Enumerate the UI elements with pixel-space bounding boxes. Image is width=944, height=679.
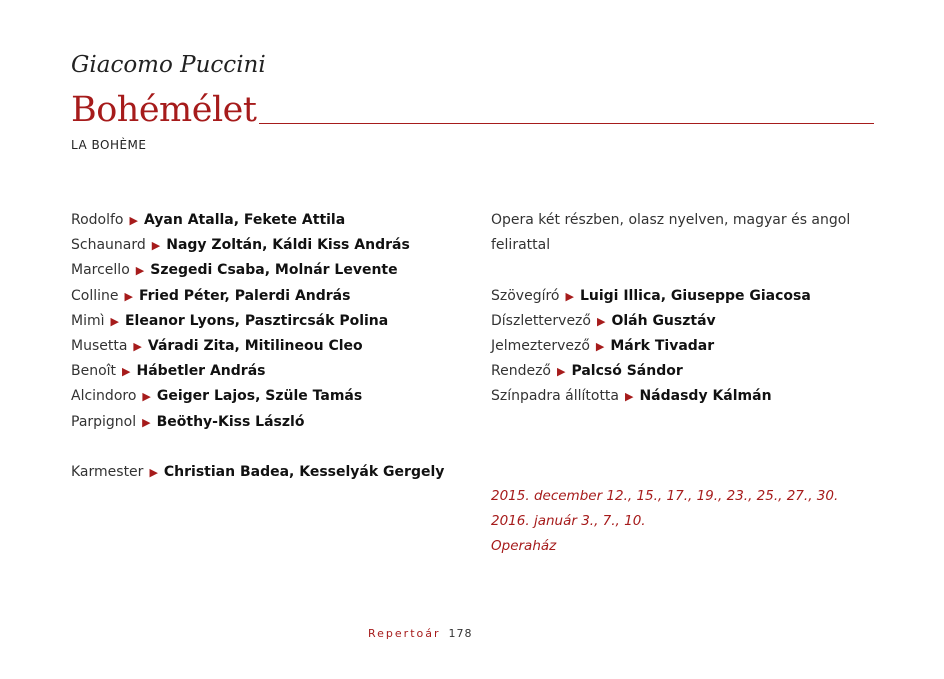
- page-footer: [368, 627, 473, 640]
- title-row: [71, 90, 874, 130]
- performer-names: Váradi Zita, Mitilineou Cleo: [147, 337, 363, 354]
- credit-name: Palcsó Sándor: [571, 363, 683, 380]
- arrow-icon: ▶: [110, 314, 119, 328]
- composer-name: Giacomo Puccini: [71, 52, 266, 78]
- role-label: Colline: [71, 287, 119, 304]
- credit-label: Díszlettervező: [491, 312, 591, 329]
- opera-description-line: felirattal: [491, 237, 551, 254]
- credit-row: [491, 284, 881, 309]
- opera-title: Bohémélet: [71, 90, 257, 130]
- credit-row: [491, 334, 881, 359]
- cast-row: [71, 359, 471, 384]
- performer-names: Beöthy-Kiss László: [156, 413, 305, 430]
- arrow-icon: ▶: [151, 239, 161, 253]
- performer-names: Christian Badea, Kesselyák Gergely: [163, 463, 445, 480]
- credit-name: Oláh Gusztáv: [611, 312, 716, 329]
- cast-row: [71, 410, 471, 435]
- performer-names: Ayan Atalla, Fekete Attila: [143, 212, 346, 228]
- dates-2016: 2016. január 3., 7., 10.: [491, 513, 646, 530]
- arrow-icon: ▶: [142, 415, 151, 429]
- cast-row: [71, 258, 471, 283]
- cast-row: [71, 309, 471, 334]
- arrow-icon: ▶: [595, 339, 605, 353]
- title-divider: [259, 123, 874, 124]
- role-label: Mimì: [71, 312, 105, 329]
- cast-list: [71, 208, 471, 485]
- cast-row: [71, 384, 471, 409]
- cast-row: [71, 208, 471, 233]
- arrow-icon: ▶: [133, 339, 142, 353]
- arrow-icon: ▶: [124, 289, 133, 303]
- credit-row: [491, 309, 881, 334]
- production-info: [491, 208, 881, 410]
- arrow-icon: ▶: [625, 390, 634, 404]
- credit-row: [491, 359, 881, 384]
- performer-names: Szegedi Csaba, Molnár Levente: [150, 262, 398, 279]
- role-label: Benoît: [71, 363, 117, 380]
- credit-row: [491, 384, 881, 409]
- arrow-icon: ▶: [135, 264, 145, 278]
- performance-dates: [491, 484, 838, 560]
- performer-names: Eleanor Lyons, Pasztircsák Polina: [124, 312, 389, 329]
- arrow-icon: ▶: [596, 314, 606, 328]
- spacer: [491, 258, 881, 283]
- dates-2015: 2015. december 12., 15., 17., 19., 23., 25., 27., 30.: [491, 488, 839, 504]
- performer-names: Fried Péter, Palerdi András: [138, 287, 351, 304]
- cast-row: [71, 284, 471, 309]
- performer-names: Nagy Zoltán, Káldi Kiss András: [166, 237, 410, 254]
- credit-label: Szövegíró: [491, 287, 560, 304]
- arrow-icon: ▶: [129, 214, 138, 227]
- page-number: 178: [448, 627, 473, 640]
- role-label: Alcindoro: [71, 388, 137, 405]
- role-label: Karmester: [71, 463, 144, 480]
- arrow-icon: ▶: [557, 365, 566, 379]
- venue: Operaház: [491, 538, 557, 555]
- credit-name: Nádasdy Kálmán: [639, 388, 772, 405]
- performer-names: Hábetler András: [136, 363, 266, 380]
- arrow-icon: ▶: [149, 465, 158, 479]
- cast-row: [71, 233, 471, 258]
- arrow-icon: ▶: [142, 390, 151, 404]
- arrow-icon: ▶: [565, 289, 574, 303]
- credit-name: Márk Tivadar: [610, 337, 715, 354]
- performer-names: Geiger Lajos, Szüle Tamás: [156, 388, 363, 405]
- arrow-icon: ▶: [122, 365, 131, 379]
- role-label: Musetta: [71, 337, 128, 354]
- role-label: Schaunard: [71, 237, 146, 254]
- section-name: Repertoár: [368, 627, 441, 640]
- role-label: Parpignol: [71, 413, 137, 430]
- credit-name: Luigi Illica, Giuseppe Giacosa: [579, 287, 811, 304]
- credit-label: Jelmeztervező: [491, 337, 590, 354]
- opera-description-line: Opera két részben, olasz nyelven, magyar és angol: [491, 212, 851, 228]
- role-label: Marcello: [71, 262, 130, 279]
- original-title: LA BOHÈME: [71, 138, 147, 152]
- spacer: [71, 435, 471, 460]
- credit-label: Színpadra állította: [491, 388, 619, 405]
- cast-row: [71, 334, 471, 359]
- credit-label: Rendező: [491, 363, 551, 380]
- conductor-row: [71, 460, 471, 485]
- role-label: Rodolfo: [71, 212, 124, 228]
